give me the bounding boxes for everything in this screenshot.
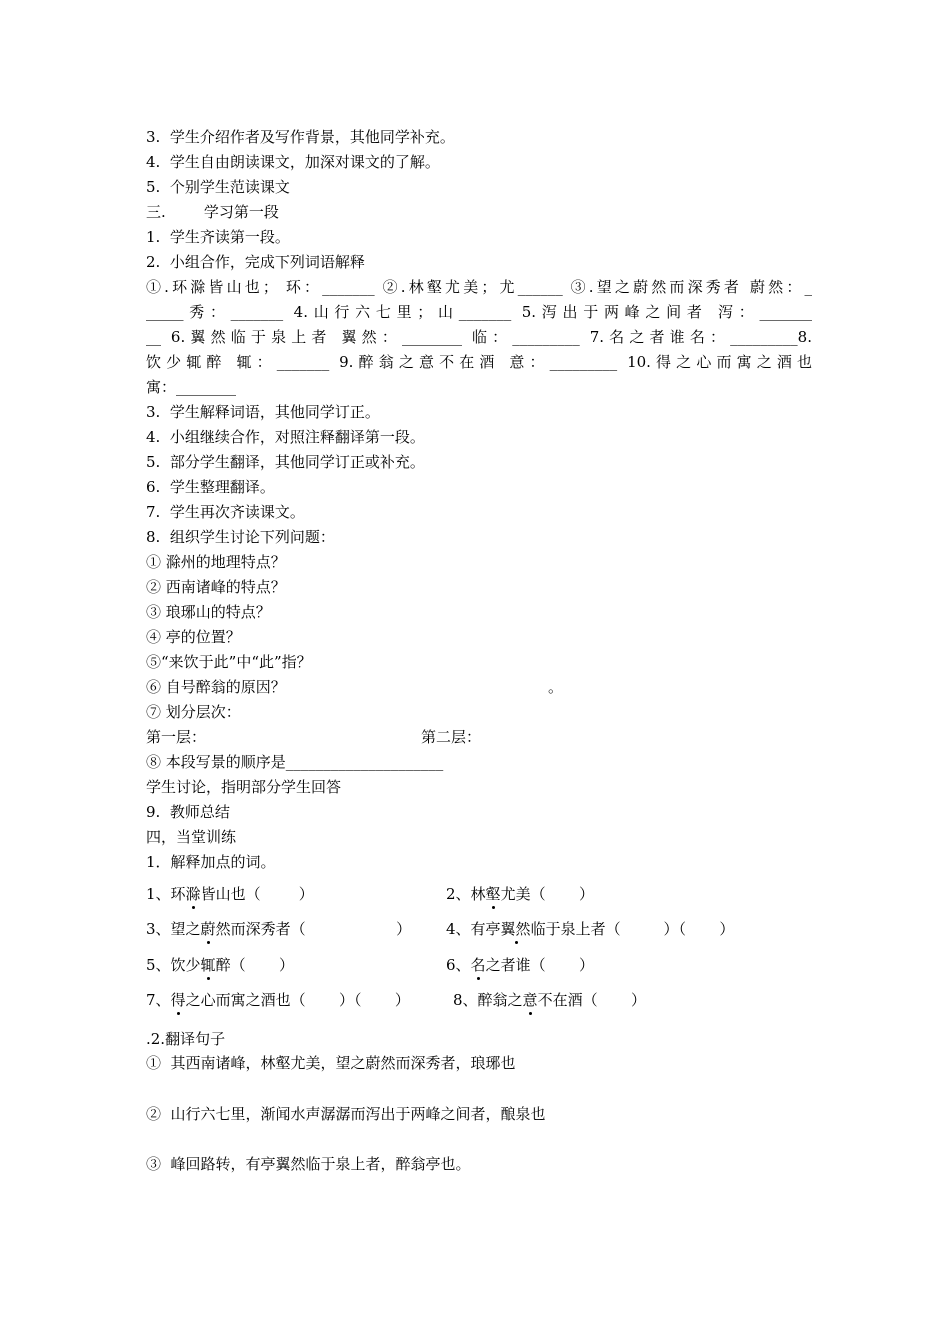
exercise-item: 6、名之者谁（ ）	[446, 956, 594, 974]
section-heading: 三. 学习第一段	[146, 203, 279, 221]
dotted-word: 蔚	[200, 920, 216, 938]
exercise-item: 8、醉翁之意不在酒（ ）	[453, 991, 646, 1009]
exercise-item: 2、林壑尤美（ ）	[446, 885, 594, 903]
question-line: ② 西南诸峰的特点？	[146, 578, 286, 596]
vocab-line: ①.环滁皆山也； 环：_______ ②.林壑尤美；尤______ ③.望之蔚然而深秀者 蔚然：_	[146, 278, 812, 296]
step-line: 4. 小组继续合作，对照注释翻译第一段。	[146, 428, 425, 446]
step-line: 9. 教师总结	[146, 803, 230, 821]
dotted-word: 意	[522, 991, 538, 1009]
exercise-item: 7、得之心而寓之酒也（ ）（ ）	[146, 991, 410, 1009]
step-line: 7. 学生再次齐读课文。	[146, 503, 305, 521]
vocab-line: 寓：________	[146, 378, 237, 396]
question-line: ⑥ 自号醉翁的原因？	[146, 678, 286, 696]
translation-sentence: ① 其西南诸峰，林壑尤美，望之蔚然而深秀者，琅琊也	[146, 1054, 516, 1072]
dotted-word: 名	[470, 956, 486, 974]
step-line: 5. 部分学生翻译，其他同学订正或补充。	[146, 453, 425, 471]
vocab-line: 饮少辄醉 辄：_______ 9.醉翁之意不在酒 意：_________ 10.得之心而寓之酒也	[146, 353, 812, 371]
exercise-item: 4、有亭翼然临于泉上者（ ）（ ）	[446, 920, 735, 938]
dotted-word: 翼然	[500, 920, 531, 938]
task-title: .2.翻译句子	[146, 1030, 226, 1048]
exercise-item: 3、望之蔚然而深秀者（ ）	[146, 920, 412, 938]
step-line: 4. 学生自由朗读课文，加深对课文的了解。	[146, 153, 440, 171]
layer-two-label: 第二层：	[421, 728, 482, 746]
step-line: 6. 学生整理翻译。	[146, 478, 275, 496]
translation-sentence: ③ 峰回路转，有亭翼然临于泉上者，醉翁亭也。	[146, 1155, 471, 1173]
question-line: ⑧ 本段写景的顺序是_____________________	[146, 753, 444, 771]
vocab-line: _____秀：_______ 4.山行六七里；山_______ 5.泻出于两峰之间者 泻：_______	[146, 303, 812, 321]
dotted-word: 辄	[200, 956, 216, 974]
question-line: ③ 琅琊山的特点？	[146, 603, 271, 621]
question-line: ⑤“来饮于此”中“此”指？	[146, 653, 312, 671]
dotted-word: 滁	[185, 885, 201, 903]
exercise-item: 1、环滁皆山也（ ）	[146, 885, 314, 903]
question-period: 。	[548, 678, 564, 696]
step-line: 1. 学生齐读第一段。	[146, 228, 290, 246]
step-line: 8. 组织学生讨论下列问题：	[146, 528, 335, 546]
discussion-line: 学生讨论，指明部分学生回答	[146, 778, 342, 796]
step-line: 5. 个别学生范读课文	[146, 178, 290, 196]
layer-one-label: 第一层：	[146, 728, 207, 746]
section-heading: 四，当堂训练	[146, 828, 237, 846]
vocab-line: __ 6.翼然临于泉上者 翼然：________ 临：_________ 7.名之者谁名：_________8.	[146, 328, 812, 346]
question-line: ④ 亭的位置？	[146, 628, 241, 646]
step-line: 3. 学生介绍作者及写作背景，其他同学补充。	[146, 128, 455, 146]
step-line: 3. 学生解释词语，其他同学订正。	[146, 403, 380, 421]
step-line: 2. 小组合作，完成下列词语解释	[146, 253, 365, 271]
question-line: ⑦ 划分层次：	[146, 703, 241, 721]
translation-sentence: ② 山行六七里，渐闻水声潺潺而泻出于两峰之间者，酿泉也	[146, 1105, 546, 1123]
dotted-word: 壑	[485, 885, 501, 903]
task-title: 1．解释加点的词。	[146, 853, 276, 871]
question-line: ① 滁州的地理特点？	[146, 553, 286, 571]
exercise-item: 5、饮少辄醉（ ）	[146, 956, 294, 974]
dotted-word: 得	[170, 991, 186, 1009]
